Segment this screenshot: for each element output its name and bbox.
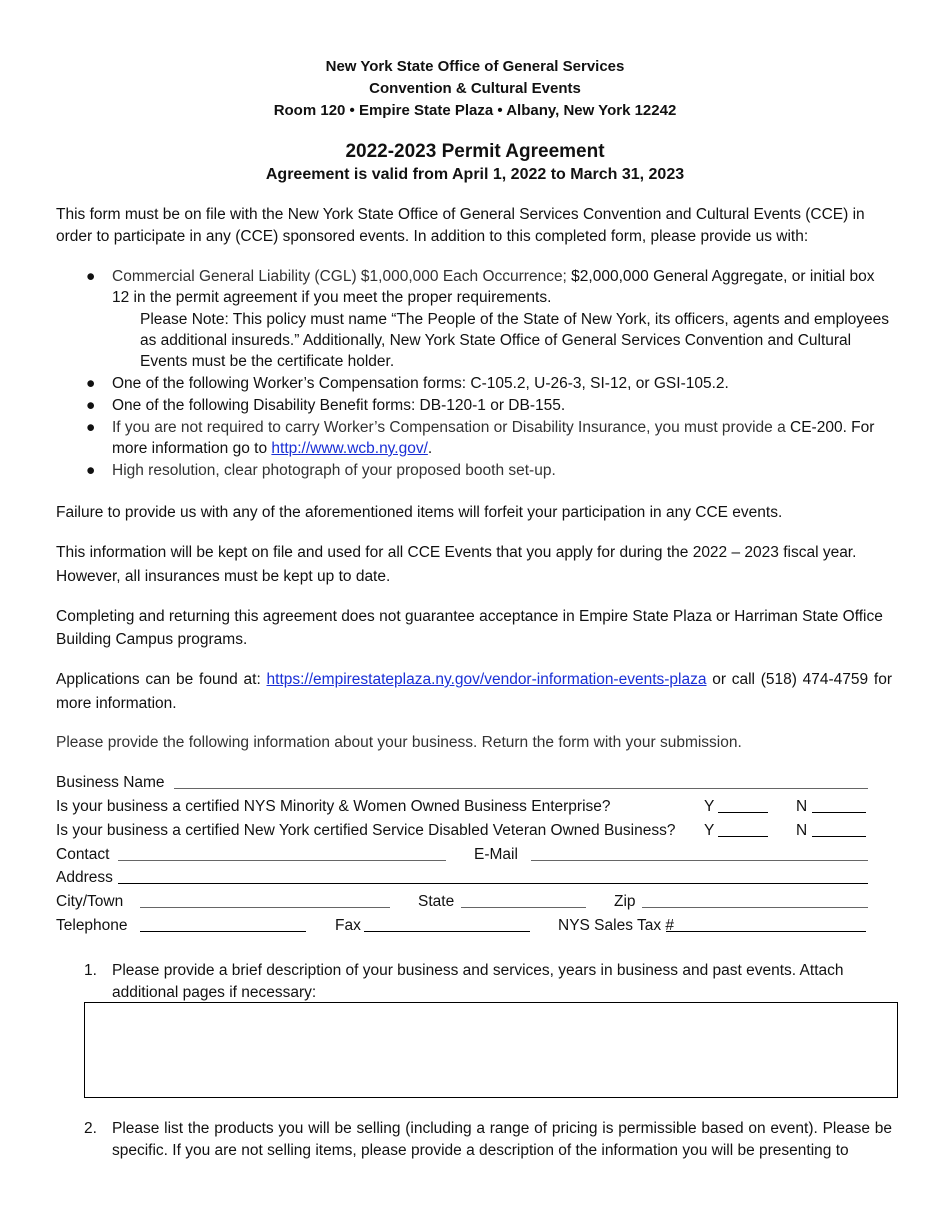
agency-name: New York State Office of General Services <box>325 58 625 75</box>
list-item <box>56 266 896 308</box>
bullet-icon: ● <box>86 375 96 392</box>
sdvob-no-field[interactable] <box>812 820 866 837</box>
question-2 <box>84 1118 892 1162</box>
page-title: 2022-2023 Permit Agreement <box>345 141 605 162</box>
list-item <box>56 395 896 416</box>
agency-address: Room 120 • Empire State Plaza • Albany, New York 12242 <box>273 102 677 119</box>
intro-paragraph: This form must be on file with the New York State Office of General Services Convention and Cultural Events (CCE) in order to participate in any (CCE) sponsored events. In addition to this completed form, please provide us with: <box>56 206 865 245</box>
address-row <box>56 867 868 889</box>
address-field[interactable] <box>118 867 868 884</box>
disability-requirement: One of the following Disability Benefit forms: DB-120-1 or DB-155. <box>112 397 566 414</box>
letterhead <box>0 56 950 122</box>
list-item <box>56 417 896 459</box>
cgl-aggregate: $2,000,000 General Aggregate, or initial box 12 in the permit agreement if you meet the proper requirements. <box>112 268 875 306</box>
failure-paragraph: Failure to provide us with any of the aforementioned items will forfeit your participation in any CCE events. <box>56 504 783 521</box>
sdvob-no-label: N <box>796 822 808 839</box>
telephone-field[interactable] <box>140 915 306 932</box>
sales-tax-label: NYS Sales Tax # <box>558 917 675 934</box>
address-label: Address <box>56 869 113 886</box>
provide-paragraph: Please provide the following information about your business. Return the form with your submission. <box>56 734 742 751</box>
sdvob-yes-label: Y <box>704 822 715 839</box>
question-1-answer-box[interactable] <box>84 1002 898 1098</box>
bullet-icon: ● <box>86 268 96 285</box>
fax-field[interactable] <box>364 915 530 932</box>
division-name: Convention & Cultural Events <box>369 80 581 97</box>
requirements-list <box>56 266 896 482</box>
mwbe-no-label: N <box>796 798 808 815</box>
sdvob-yes-field[interactable] <box>718 820 768 837</box>
state-label: State <box>418 893 455 910</box>
question-1-text: Please provide a brief description of your business and services, years in business and past events. Attach additional pages if necessary: <box>112 962 844 1001</box>
ce200-more-info: CE-200. For more information go to <box>112 419 875 457</box>
mwbe-no-field[interactable] <box>812 796 866 813</box>
question-2-number: 2. <box>84 1120 97 1137</box>
question-2-text: Please list the products you will be selling (including a range of pricing is permissible based on event). Please be specific. If you are not selling items, please provide a description of the information you will be presenting to <box>112 1120 892 1159</box>
document-title <box>0 140 950 186</box>
business-name-field[interactable] <box>174 772 868 789</box>
mwbe-question: Is your business a certified NYS Minority & Women Owned Business Enterprise? <box>56 798 611 815</box>
wcb-link[interactable]: http://www.wcb.ny.gov/ <box>271 440 428 457</box>
mwbe-row <box>56 796 868 818</box>
city-field[interactable] <box>140 891 390 908</box>
business-name-label: Business Name <box>56 774 165 791</box>
period: . <box>427 440 433 457</box>
mwbe-yes-label: Y <box>704 798 715 815</box>
email-label: E-Mail <box>474 846 518 863</box>
workers-comp-requirement: One of the following Worker’s Compensation forms: C-105.2, U-26-3, SI-12, or GSI-105.2. <box>112 375 729 392</box>
insurance-note: Please Note: This policy must name “The People of the State of New York, its officers, agents and employees as additional insureds.” Additionally, New York State Office of General Services Convention and Cultural Events must be the certificate holder. <box>140 311 889 370</box>
guarantee-paragraph: Completing and returning this agreement does not guarantee acceptance in Empire State Plaza or Harriman State Office Building Campus programs. <box>56 608 883 648</box>
bullet-icon: ● <box>86 462 96 479</box>
bullet-icon: ● <box>86 419 96 436</box>
sdvob-question: Is your business a certified New York certified Service Disabled Veteran Owned Business? <box>56 822 676 839</box>
telephone-label: Telephone <box>56 917 128 934</box>
ce200-requirement: If you are not required to carry Worker’s Compensation or Disability Insurance, you must provide a <box>112 419 791 436</box>
contact-field[interactable] <box>118 844 446 861</box>
info-paragraph: This information will be kept on file and used for all CCE Events that you apply for during the 2022 – 2023 fiscal year. However, all insurances must be kept up to date. <box>56 544 857 585</box>
zip-label: Zip <box>614 893 636 910</box>
fax-label: Fax <box>335 917 361 934</box>
list-item <box>56 373 896 394</box>
applications-paragraph <box>56 668 892 716</box>
cgl-requirement: Commercial General Liability (CGL) $1,000,000 Each Occurrence; <box>112 268 567 285</box>
city-label: City/Town <box>56 893 124 910</box>
contact-row <box>56 844 868 866</box>
list-item <box>56 460 896 481</box>
email-field[interactable] <box>531 844 868 861</box>
question-1 <box>84 960 892 1004</box>
business-name-row <box>56 772 868 794</box>
question-1-number: 1. <box>84 962 97 979</box>
telephone-row <box>56 915 868 937</box>
zip-field[interactable] <box>642 891 868 908</box>
mwbe-yes-field[interactable] <box>718 796 768 813</box>
validity-period: Agreement is valid from April 1, 2022 to March 31, 2023 <box>265 166 685 183</box>
sales-tax-field[interactable] <box>666 915 866 932</box>
city-row <box>56 891 868 913</box>
bullet-icon: ● <box>86 397 96 414</box>
applications-prefix: Applications can be found at: <box>56 671 267 688</box>
applications-suffix: or call (518) 474-4759 for more information. <box>56 671 892 712</box>
sdvob-row <box>56 820 868 842</box>
contact-label: Contact <box>56 846 110 863</box>
state-field[interactable] <box>461 891 586 908</box>
photo-requirement: High resolution, clear photograph of your proposed booth set-up. <box>112 462 556 479</box>
applications-link[interactable]: https://empirestateplaza.ny.gov/vendor-information-events-plaza <box>266 671 707 688</box>
